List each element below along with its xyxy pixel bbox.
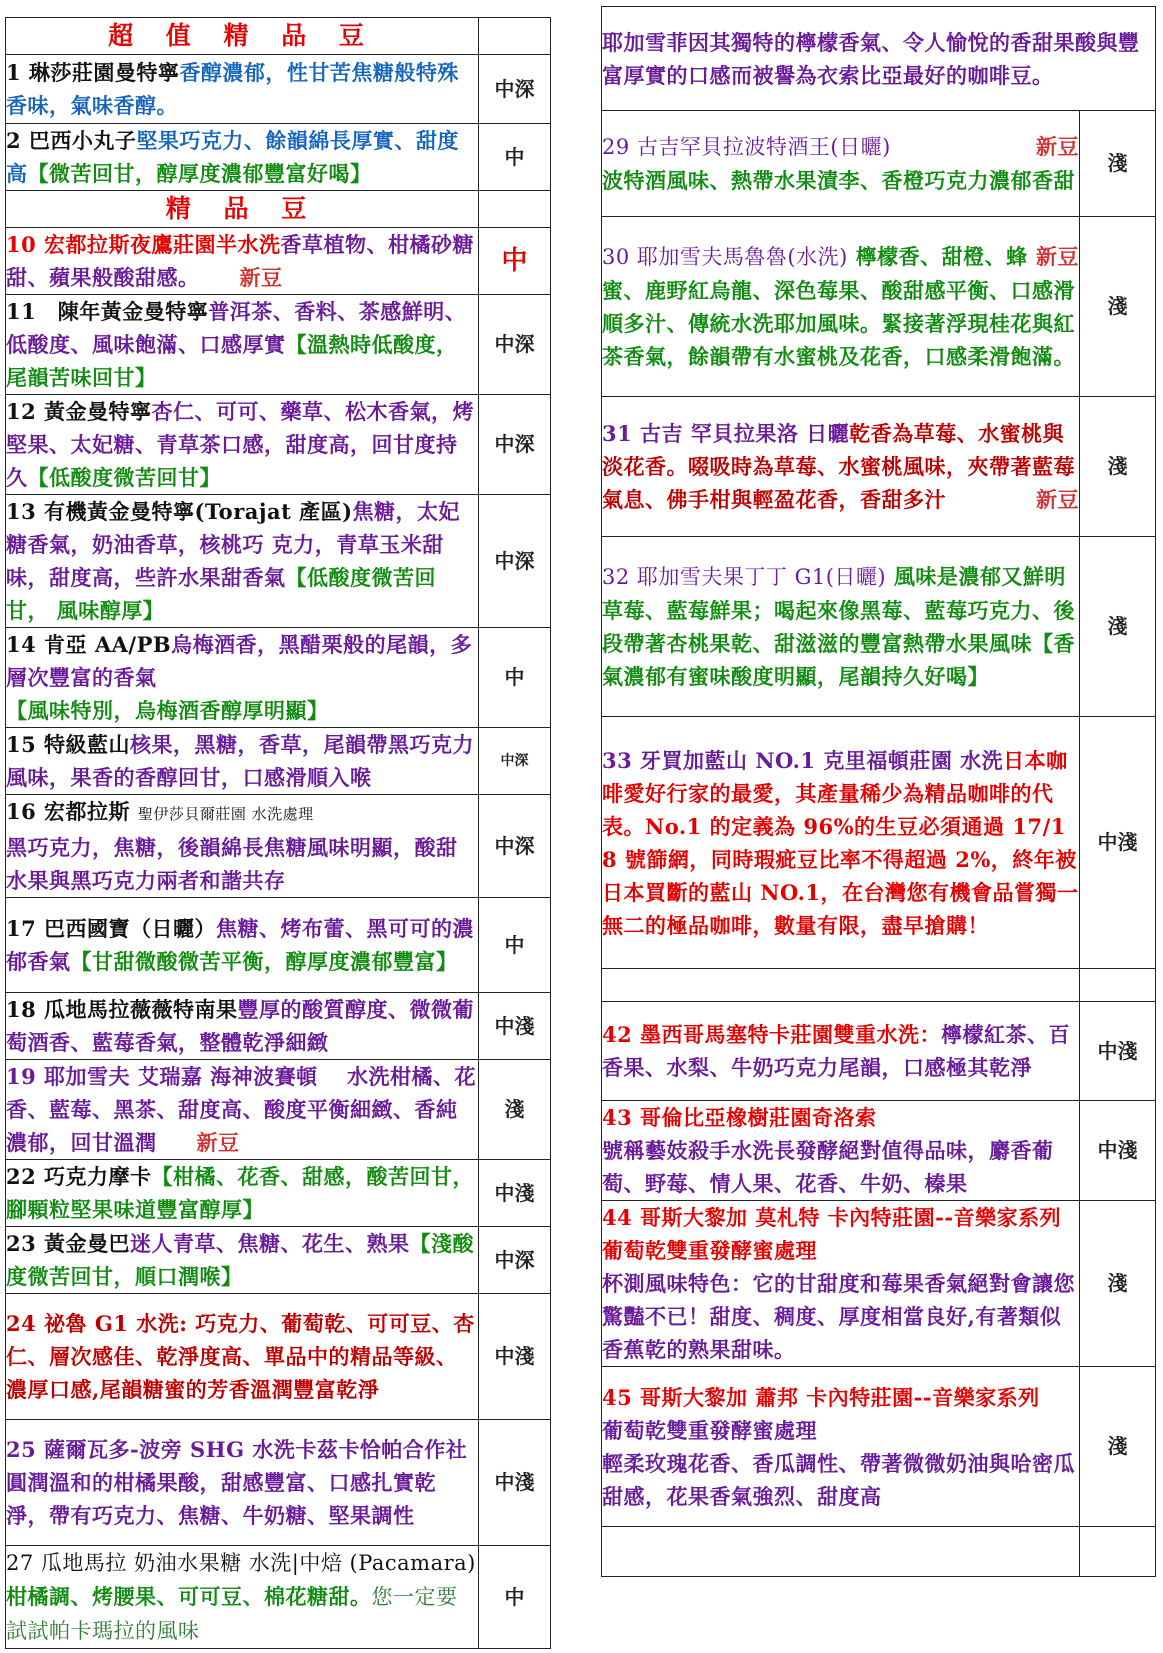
roast-level: 中 [479,124,551,191]
bean-row-45: 45 哥斯大黎加 蕭邦 卡內特莊園--音樂家系列 葡萄乾雙重發酵蜜處理 輕柔玫瑰花香、香瓜調性、帶著微微奶油與哈密瓜甜感，花果香氣強烈、甜度高 淺 [602,1367,1156,1527]
right-price-table [601,6,1156,1577]
roast-level: 淺 [1080,1201,1156,1367]
bean-row-33: 33 牙買加藍山 NO.1 克里福頓莊園 水洗日本咖啡愛好行家的最愛，其產量稀少為精品咖啡的代表。No.1 的定義為 96%的生豆必須通過 17/18 號篩網，同時瑕疵豆比率不得超過 2%，終年被日本買斷的藍山 NO.1，在台灣您有機會品嘗獨一無二的極品咖啡，數量有限，盡早搶購！ 中淺 [602,717,1156,969]
bean-row-19: 19 耶加雪夫 艾瑞嘉 海神波賽頓 水洗柑橘、花香、藍莓、黑茶、甜度高、酸度平衡細緻、香純濃郁，回甘溫潤 新豆 淺 [6,1060,551,1160]
roast-level: 中淺 [479,1420,551,1546]
bean-row-24: 24 祕魯 G1 水洗: 巧克力、葡萄乾、可可豆、杏仁、層次感佳、乾淨度高、單品中的精品等級、濃厚口感,尾韻糖蜜的芳香溫潤豐富乾淨 中淺 [6,1294,551,1420]
section-title: 超 值 精 品 豆 [6,18,479,55]
roast-level: 中淺 [1080,1101,1156,1201]
section-header-boutique [6,191,551,228]
roast-level: 中深 [479,55,551,124]
roast-level: 中淺 [1080,1002,1156,1101]
bean-row-12: 12 黃金曼特寧杏仁、可可、藥草、松木香氣，烤堅果、太妃糖、青草茶口感，甜度高，回甘度持久【低酸度微苦回甘】 中深 [6,395,551,495]
bean-row-43: 43 哥倫比亞橡樹莊園奇洛索 號稱藝妓殺手水洗長發酵絕對值得品味，麝香葡萄、野莓、情人果、花香、牛奶、榛果 中淺 [602,1101,1156,1201]
bean-row-2: 2 巴西小丸子堅果巧克力、餘韻綿長厚實、甜度高【微苦回甘，醇厚度濃郁豐富好喝】 中 [6,124,551,191]
bean-row-1: 1 琳莎莊園曼特寧香醇濃郁，性甘苦焦糖般特殊香味，氣味香醇。 中深 [6,55,551,124]
bean-row-31: 31 古吉 罕貝拉果洛 日曬乾香為草莓、水蜜桃與淡花香。啜吸時為草莓、水蜜桃風味，夾帶著藍莓氣息、佛手柑與輕盈花香，香甜多汁 新豆 淺 [602,397,1156,537]
bean-row-14: 14 肯亞 AA/PB烏梅酒香，黑醋栗般的尾韻，多層次豐富的香氣【風味特別，烏梅酒香醇厚明顯】 中 [6,628,551,728]
bean-row-22: 22 巧克力摩卡【柑橘、花香、甜感，酸苦回甘，腳顆粒堅果味道豐富醇厚】 中淺 [6,1160,551,1227]
bean-row-15: 15 特級藍山核果，黑糖，香草，尾韻帶黑巧克力風味，果香的香醇回甘，口感滑順入喉 中深 [6,728,551,795]
roast-level: 淺 [1080,111,1156,217]
roast-level: 中 [479,628,551,728]
yirgacheffe-intro-row: 耶加雪菲因其獨特的檸檬香氣、令人愉悅的香甜果酸與豐富厚實的口感而被譽為衣索比亞最好的咖啡豆。 [602,7,1156,111]
bean-row-17: 17 巴西國寶（日曬）焦糖、烤布蕾、黑可可的濃郁香氣【甘甜微酸微苦平衡，醇厚度濃郁豐富】 中 [6,898,551,993]
section-title: 精 品 豆 [6,191,479,228]
roast-level: 淺 [1080,1367,1156,1527]
bean-row-18: 18 瓜地馬拉薇薇特南果豐厚的酸質醇度、微微葡萄酒香、藍莓香氣，整體乾淨細緻 中淺 [6,993,551,1060]
roast-level: 淺 [1080,397,1156,537]
roast-level: 中深 [479,395,551,495]
roast-level: 中深 [479,728,551,795]
bean-row-44: 44 哥斯大黎加 莫札特 卡內特莊園--音樂家系列葡萄乾雙重發酵蜜處理 杯測風味特色：它的甘甜度和莓果香氣絕對會讓您驚豔不已！甜度、稠度、厚度相當良好,有著類似香蕉乾的熟果甜味。 淺 [602,1201,1156,1367]
new-bean-badge: 新豆 [1036,134,1079,159]
new-bean-badge: 新豆 [1036,244,1079,269]
new-bean-badge: 新豆 [196,1130,240,1155]
roast-level: 中 [479,1546,551,1649]
bean-row-25: 25 薩爾瓦多-波旁 SHG 水洗卡茲卡恰帕合作社圓潤溫和的柑橘果酸，甜感豐富、口感扎實乾淨，帶有巧克力、焦糖、牛奶糖、堅果調性 中淺 [6,1420,551,1546]
bean-row-42: 42 墨西哥馬塞特卡莊園雙重水洗：檸檬紅茶、百香果、水梨、牛奶巧克力尾韻，口感極其乾淨 中淺 [602,1002,1156,1101]
roast-level: 中深 [479,495,551,628]
roast-level: 淺 [1080,217,1156,397]
new-bean-badge: 新豆 [239,265,283,290]
roast-level: 中 [479,898,551,993]
roast-level: 中深 [479,795,551,898]
section-header-premium [6,18,551,55]
bean-row-16: 16 宏都拉斯 聖伊莎貝爾莊園 水洗處理 黑巧克力，焦糖，後韻綿長焦糖風味明顯，酸甜水果與黑巧克力兩者和諧共存 中深 [6,795,551,898]
roast-level: 中淺 [479,993,551,1060]
new-bean-badge: 新豆 [1036,487,1079,512]
bean-row-10: 10 宏都拉斯夜鷹莊園半水洗香草植物、柑橘砂糖甜、蘋果般酸甜感。 新豆 中 [6,228,551,295]
bean-row-32: 32 耶加雪夫果丁丁 G1(日曬) 風味是濃郁又鮮明草莓、藍莓鮮果；喝起來像黑莓、藍莓巧克力、後段帶著杏桃果乾、甜滋滋的豐富熱帶水果風味【香氣濃郁有蜜味酸度明顯，尾韻持久好喝】 淺 [602,537,1156,717]
left-price-table [5,17,551,1649]
roast-level: 中淺 [1080,717,1156,969]
roast-level: 中 [479,228,551,295]
empty-row [602,1527,1156,1577]
roast-level: 淺 [1080,537,1156,717]
bean-row-29: 新豆 29 古吉罕貝拉波特酒王(日曬) 波特酒風味、熱帶水果漬李、香橙巧克力濃郁香甜 淺 [602,111,1156,217]
roast-level: 中深 [479,295,551,395]
roast-level: 中深 [479,1227,551,1294]
bean-row-30: 新豆 30 耶加雪夫馬魯魯(水洗) 檸檬香、甜橙、蜂蜜、鹿野紅烏龍、深色莓果、酸甜感平衡、口感滑順多汁、傳統水洗耶加風味。緊接著浮現桂花與紅茶香氣，餘韻帶有水蜜桃及花香，口感柔滑飽滿。 淺 [602,217,1156,397]
roast-level: 中淺 [479,1160,551,1227]
roast-level: 中淺 [479,1294,551,1420]
roast-level: 淺 [479,1060,551,1160]
bean-row-11: 11 陳年黃金曼特寧普洱茶、香料、茶感鮮明、低酸度、風味飽滿、口感厚實【溫熱時低酸度，尾韻苦味回甘】 中深 [6,295,551,395]
bean-row-13: 13 有機黃金曼特寧(Torajat 產區)焦糖，太妃糖香氣，奶油香草，核桃巧 克力，青草玉米甜味，甜度高，些許水果甜香氣【低酸度微苦回甘， 風味醇厚】 中深 [6,495,551,628]
bean-row-23: 23 黃金曼巴迷人青草、焦糖、花生、熟果【淺酸度微苦回甘，順口潤喉】 中深 [6,1227,551,1294]
empty-row [602,969,1156,1002]
bean-row-27: 27 瓜地馬拉 奶油水果糖 水洗|中焙 (Pacamara) 柑橘調、烤腰果、可可豆、棉花糖甜。您一定要試試帕卡瑪拉的風味 中 [6,1546,551,1649]
